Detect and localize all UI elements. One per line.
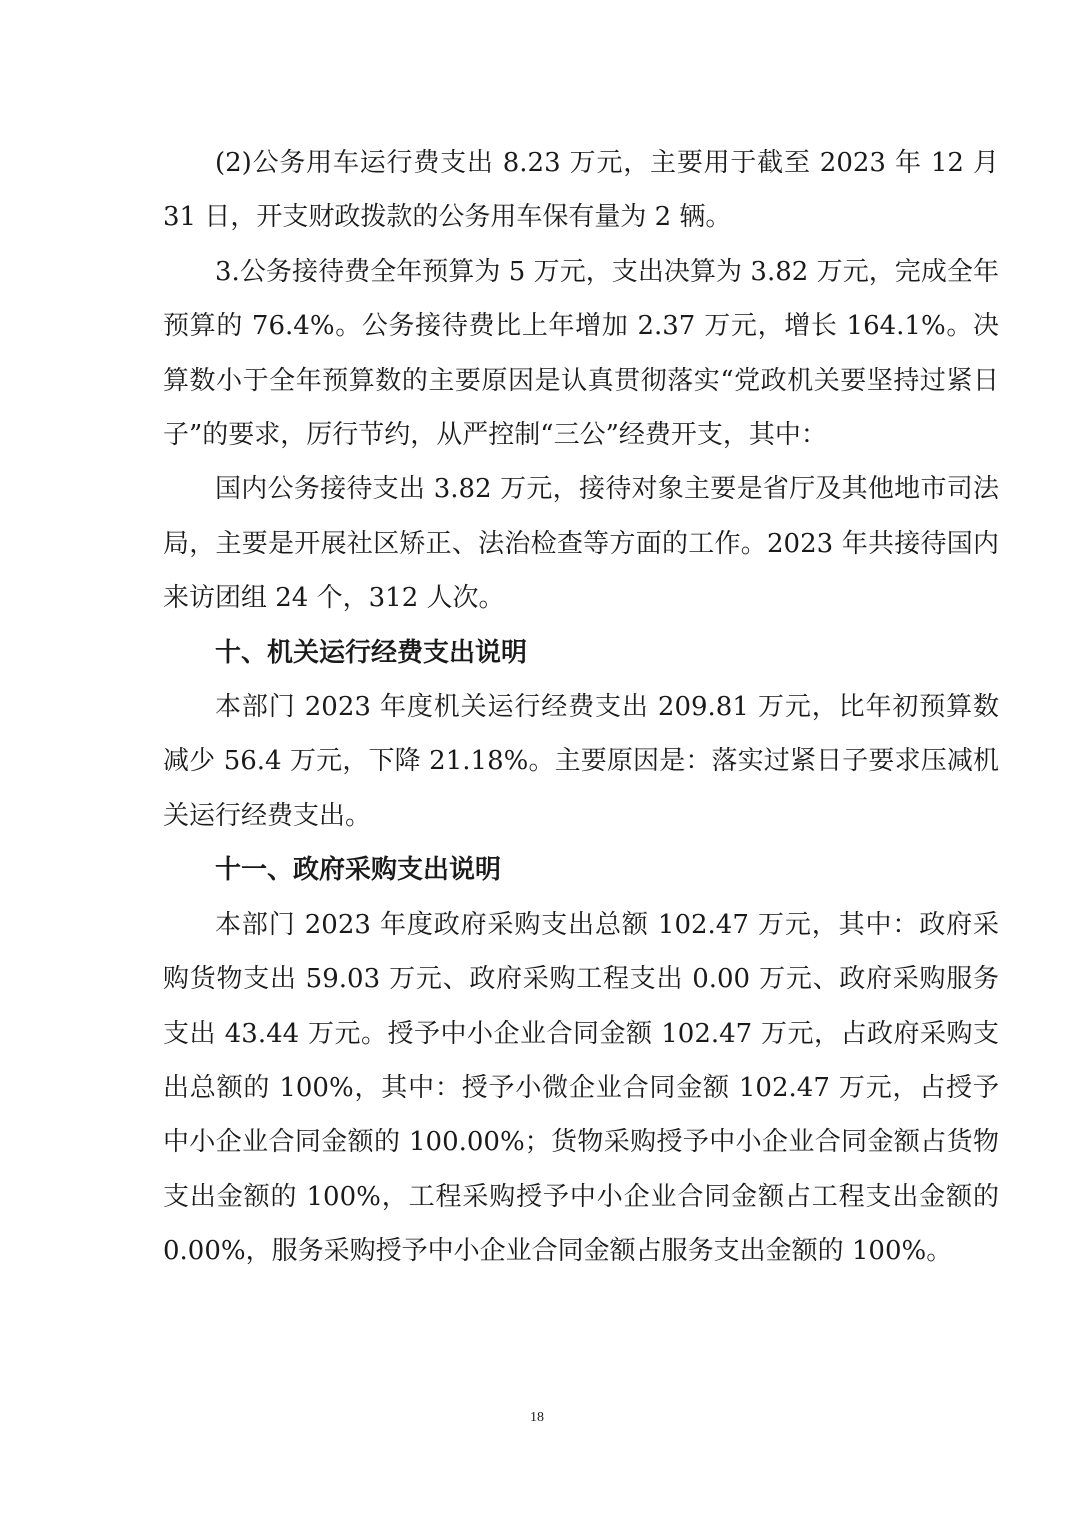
paragraph-domestic-reception: 国内公务接待支出 3.82 万元，接待对象主要是省厅及其他地市司法局，主要是开展社区矫正、法治检查等方面的工作。2023 年共接待国内来访团组 24 个，312 人次。 [163, 474, 999, 614]
paragraph-reception-budget: 3.公务接待费全年预算为 5 万元，支出决算为 3.82 万元，完成全年预算的 76.4%。公务接待费比上年增加 2.37 万元，增长 164.1%。决算数小于全年预算数的主要原因是认真贯彻落实“党政机关要坚持过紧日子”的要求，厉行节约，从严控制“三公”经费开支，其中： [163, 256, 999, 451]
paragraph-operating-expenses: 本部门 2023 年度机关运行经费支出 209.81 万元，比年初预算数减少 56.4 万元，下降 21.18%。主要原因是：落实过紧日子要求压减机关运行经费支出。 [163, 692, 999, 831]
paragraph-vehicle-operation: (2)公务用车运行费支出 8.23 万元，主要用于截至 2023 年 12 月 31 日，开支财政拨款的公务用车保有量为 2 辆。 [163, 148, 999, 233]
section-heading-operating-expenses: 十、机关运行经费支出说明 [215, 637, 528, 668]
document-body [163, 136, 999, 1279]
paragraph-procurement: 本部门 2023 年度政府采购支出总额 102.47 万元，其中：政府采购货物支出 59.03 万元、政府采购工程支出 0.00 万元、政府采购服务支出 43.44 万元。授予中小企业合同金额 102.47 万元，占政府采购支出总额的 100%，其中：授予小微企业合同金额 102.47 万元，占授予中小企业合同金额的 100.00%；货物采购授予中小企业合同金额占货物支出金额的 100%，工程采购授予中小企业合同金额占工程支出金额的 0.00%，服务采购授予中小企业合同金额占服务支出金额的 100%。 [163, 909, 999, 1267]
section-heading-procurement: 十一、政府采购支出说明 [215, 855, 502, 886]
page-number: 18 [530, 1410, 544, 1425]
